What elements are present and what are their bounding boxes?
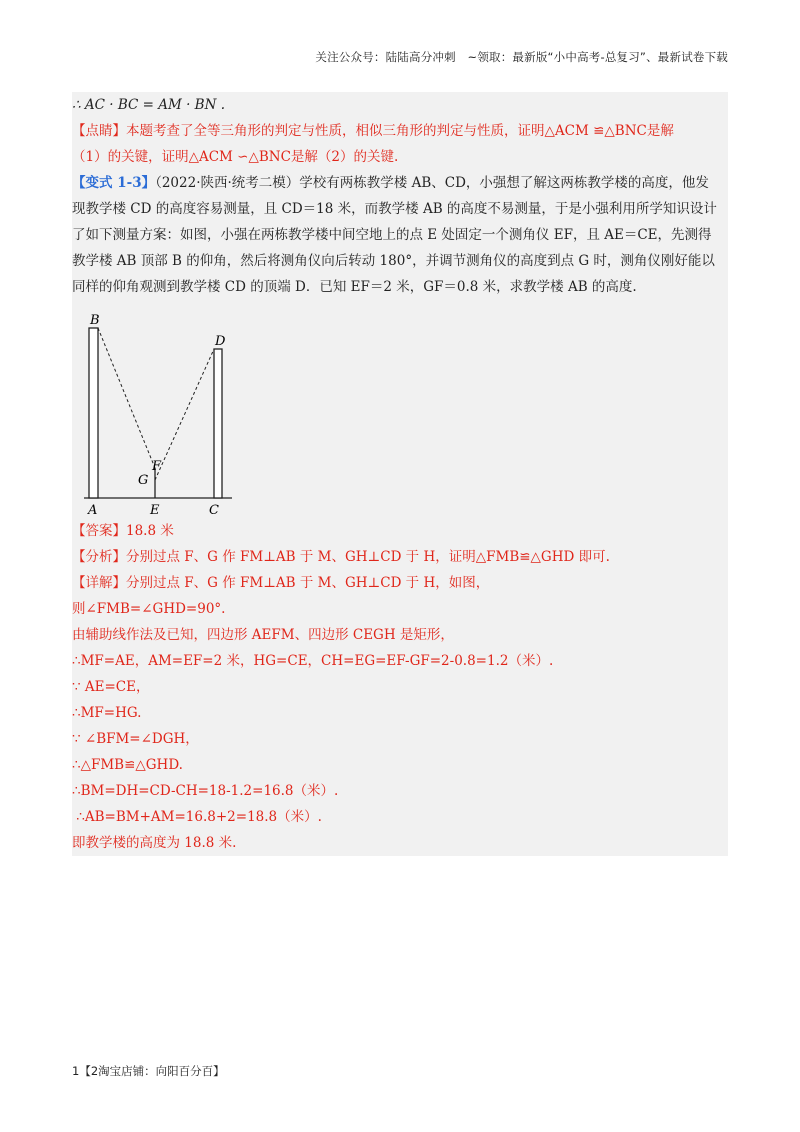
sight-line-gd — [155, 349, 214, 480]
step-line: 由辅助线作法及已知，四边形 AEFM、四边形 CEGH 是矩形， — [72, 627, 454, 643]
detail-line — [72, 570, 728, 596]
geometry-figure — [82, 308, 728, 518]
analysis-tag: 【分析】 — [72, 549, 126, 565]
step-line: ∴BM=DH=CD-CH=18-1.2=16.8（米）. — [72, 783, 339, 799]
problem-line-2: 现教学楼 CD 的高度容易测量，且 CD＝18 米，而教学楼 AB 的高度不易测量，于是小强利用所学知识设计 — [72, 201, 717, 217]
problem-line-3: 了如下测量方案：如图，小强在两栋教学楼中间空地上的点 E 处固定一个测角仪 EF，且 AE＝CE，先测得 — [72, 227, 712, 243]
page-content — [72, 92, 728, 856]
previous-solution-block — [72, 92, 728, 170]
step-line: ∴△FMB≌△GHD. — [72, 757, 183, 773]
analysis-line — [72, 544, 728, 570]
comment-tag: 【点睛】 — [72, 123, 126, 139]
problem-block — [72, 170, 728, 856]
figure-svg — [82, 308, 252, 518]
label-f: F — [152, 459, 162, 474]
label-b: B — [90, 313, 100, 328]
answer-text: 18.8 米 — [126, 523, 174, 539]
page-footer: 1【2淘宝店铺：向阳百分百】 — [72, 1064, 225, 1078]
label-d: D — [215, 334, 226, 349]
variant-tag: 【变式 1-3】 — [72, 175, 156, 191]
label-g: G — [138, 473, 149, 488]
previous-conclusion: ∴ AC · BC = AM · BN . — [72, 97, 225, 113]
step-line: ∴MF=AE，AM=EF=2 米，HG=CE，CH=EG=EF-GF=2-0.8=1.2（米）. — [72, 653, 554, 669]
step-line: ∵ AE=CE， — [72, 679, 150, 695]
label-c: C — [209, 503, 219, 518]
sight-line-fb — [98, 328, 155, 468]
problem-text-1: （2022·陕西·统考二模）学校有两栋教学楼 AB、CD，小强想了解这两栋教学楼的高度，他发 — [155, 175, 709, 191]
detail-text: 分别过点 F、G 作 FM⊥AB 于 M、GH⊥CD 于 H，如图， — [126, 575, 490, 591]
step-line: ∵ ∠BFM=∠DGH， — [72, 731, 199, 747]
step-line: ∴MF=HG. — [72, 705, 142, 721]
step-line: ∴AB=BM+AM=16.8+2=18.8（米）. — [72, 809, 322, 825]
building-ab — [89, 328, 98, 498]
label-a: A — [88, 503, 98, 518]
problem-line-4: 教学楼 AB 顶部 B 的仰角，然后将测角仪向后转动 180°，并调节测角仪的高度到点 G 时，测角仪刚好能以 — [72, 253, 715, 269]
step-line: 即教学楼的高度为 18.8 米. — [72, 835, 237, 851]
detail-tag: 【详解】 — [72, 575, 126, 591]
label-e: E — [150, 503, 160, 518]
step-line: 则∠FMB=∠GHD=90°. — [72, 601, 226, 617]
building-cd — [214, 349, 222, 498]
answer-tag: 【答案】 — [72, 523, 126, 539]
problem-line-1 — [72, 170, 728, 196]
page-header: 关注公众号：陆陆高分冲刺 ~领取：最新版“小中高考-总复习”、最新试卷下载 — [315, 50, 728, 64]
comment-line-2: （1）的关键，证明△ACM ∽△BNC是解（2）的关键. — [72, 149, 399, 165]
comment-line-1 — [72, 118, 728, 144]
analysis-text: 分别过点 F、G 作 FM⊥AB 于 M、GH⊥CD 于 H，证明△FMB≌△GHD 即可. — [126, 549, 610, 565]
comment-text-1: 本题考查了全等三角形的判定与性质，相似三角形的判定与性质，证明△ACM ≌△BNC是解 — [126, 123, 674, 139]
problem-line-5: 同样的仰角观测到教学楼 CD 的顶端 D．已知 EF＝2 米，GF＝0.8 米，求教学楼 AB 的高度. — [72, 279, 637, 295]
answer-line — [72, 518, 728, 544]
